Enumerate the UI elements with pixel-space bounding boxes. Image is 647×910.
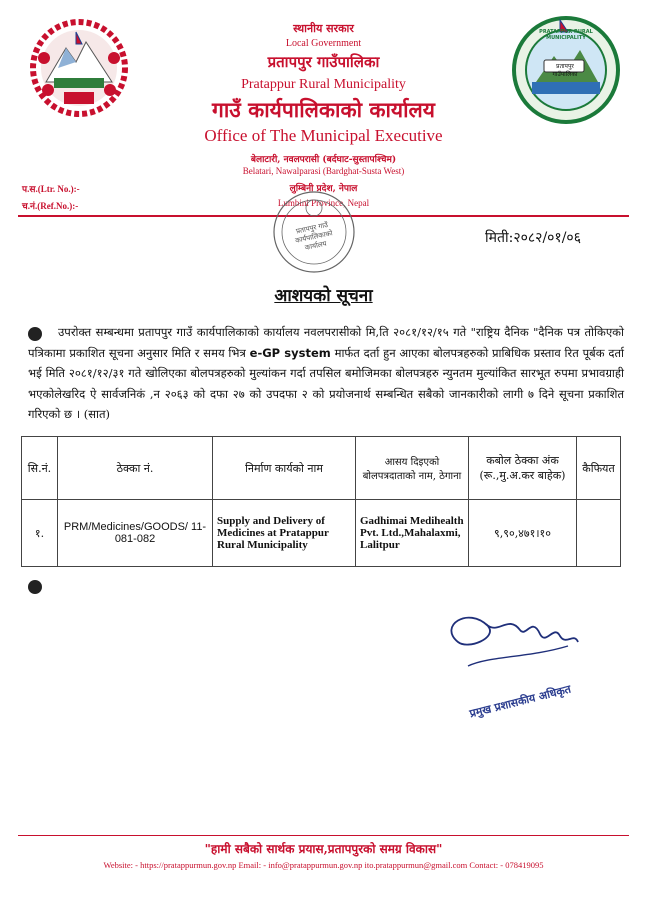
logo-caption: प्रतापपुर गाउँपालिका (552, 63, 578, 78)
logo-ring-text: PRATAPPUR RURAL MUNICIPALITY (539, 29, 593, 41)
cell-bidder: Gadhimai Medihealth Pvt. Ltd.,Mahalaxmi, Lalitpur (356, 500, 469, 567)
office-stamp (268, 186, 360, 278)
province-np: लुम्बिनी प्रदेश, नेपाल (289, 184, 358, 194)
notice-body (28, 322, 624, 425)
table-row (22, 500, 621, 567)
col-work-name: निर्माण कार्यको नाम (213, 437, 356, 500)
table-header-row (22, 437, 621, 500)
office-np: गाउँ कार्यपालिकाको कार्यालय (212, 97, 435, 122)
stamp-text: प्रतापपुर गाउँ कार्यपालिकाको कार्यालय (294, 220, 334, 253)
local-govt-en: Local Government (285, 38, 362, 49)
award-table (21, 436, 621, 567)
municipality-en: Pratappur Rural Municipality (241, 77, 406, 92)
office-en: Office of The Municipal Executive (204, 126, 443, 145)
footer-divider (18, 835, 629, 836)
footer-motto: "हामी सबैको सार्थक प्रयास,प्रतापपुरको समग्र विकास" (204, 842, 443, 856)
municipality-np: प्रतापपुर गाउँपालिका (267, 53, 380, 71)
address-np: बेलाटारी, नवलपरासी (बर्दघाट-सुस्तापश्चिम) (250, 155, 397, 165)
cell-work-name: Supply and Delivery of Medicines at Pratappur Rural Municipality (213, 500, 356, 567)
signature-stamp-text: प्रमुख प्रशासकीय अधिकृत (468, 682, 573, 721)
notice-date: मिती:२०८२/०१/०६ (485, 230, 581, 246)
punch-hole-icon (28, 580, 42, 594)
handwritten-signature-icon (428, 606, 588, 736)
ref-no-label: च.नं.(Ref.No.):- (22, 201, 79, 211)
col-amount: कबोल ठेक्का अंक (रू.,मु.अ.कर बाहेक) (469, 437, 577, 500)
notice-title: आशयको सूचना (274, 286, 373, 306)
address-en: Belatari, Nawalparasi (Bardghat-Susta West) (242, 166, 405, 176)
cell-sn: १. (22, 500, 58, 567)
notice-body-part2: मार्फत दर्ता हुन आएका बोलपत्रहरुको प्राबिधिक प्रस्ताव रित पूर्बक दर्ता भई मिति २०८१/१२/३१ गते खोलिएका बोलपत्रहरुको मुल्यांकन गर्दा तपसिल बमोजिमका बोलपत्रहरु न्युनतम मुल्यांकित सारभूत रुपमा प्रभावग्राही भएकोलेखरिद ऐ सार्वजनिकं ,न २०६३ को दफा २७ को उपदफा २ को प्रयोजनार्थ सम्बन्धित सबैको जानकारीको लागी ७ दिने सूचना प्रकाशित गरिएको छ । (सात) (28, 345, 624, 421)
footer-contact: Website: - https://pratappurmun.gov.np Email: - info@pratappurmun.gov.np ito.pratappurmun@gmail.com Contact: - 078419095 (103, 860, 544, 870)
signature-block (428, 606, 588, 736)
cell-remarks (577, 500, 621, 567)
col-contract-no: ठेक्का नं. (58, 437, 213, 500)
egp-system-text: e-GP system (249, 345, 331, 360)
col-sn: सि.नं. (22, 437, 58, 500)
notice-body-part1: उपरोक्त सम्बन्धमा प्रतापपुर गाउँ कार्यपालिकाको कार्यालय नवलपरासीको मि,ति २०८१/१२/१५ गते "राष्ट्रिय दैनिक "दैनिक पत्र तोकिएको पत्रिकामा प्रकाशित सूचना अनुसार मिति र समय भित्र (28, 325, 624, 360)
letter-no-label: प.स.(Ltr. No.):- (22, 184, 80, 194)
col-remarks: कैफियत (577, 437, 621, 500)
cell-amount: ९,९०,४७१।१० (469, 500, 577, 567)
province-en: Lumbini Province, Nepal (277, 198, 370, 208)
local-govt-np: स्थानीय सरकार (293, 22, 354, 35)
cell-contract-no: PRM/Medicines/GOODS/ 11-081-082 (58, 500, 213, 567)
col-bidder: आसय दिइएको बोलपत्रदाताको नाम, ठेगाना (356, 437, 469, 500)
